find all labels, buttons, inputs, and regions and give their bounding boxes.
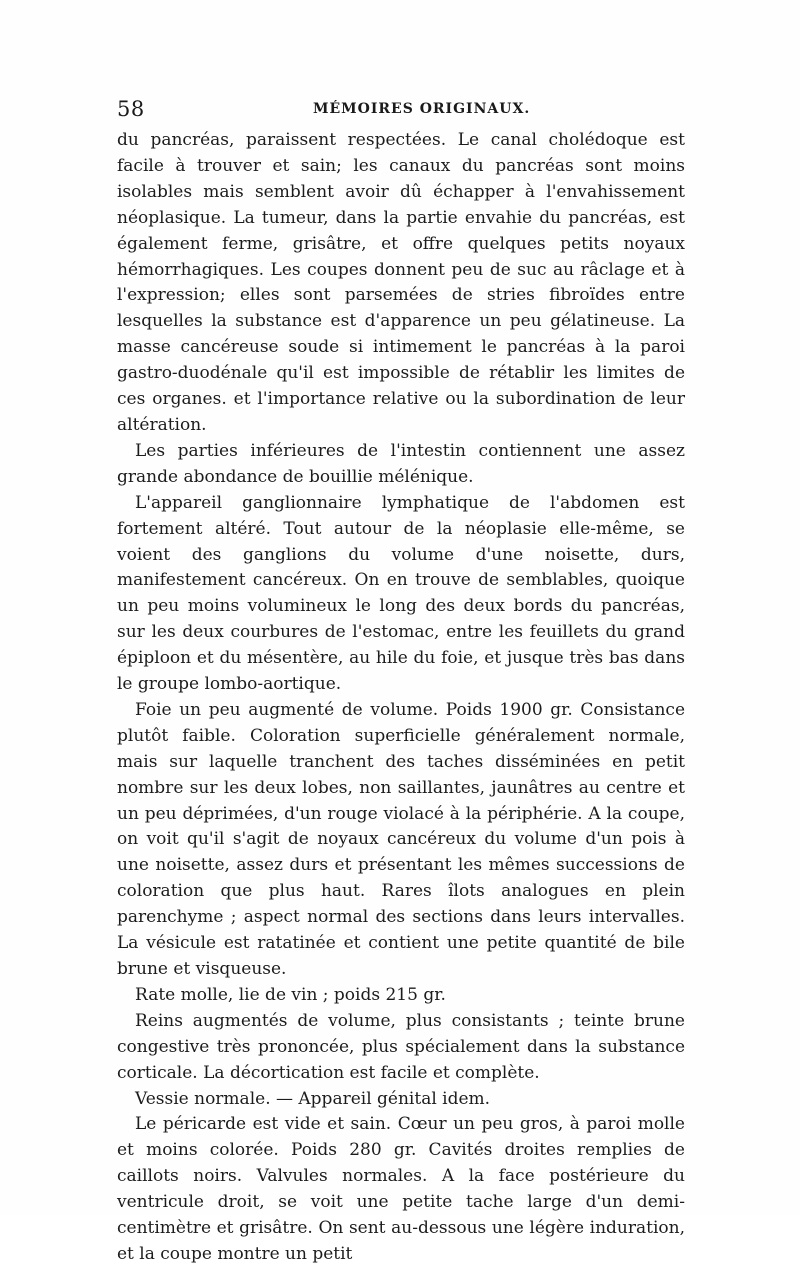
- page-header: [117, 97, 685, 127]
- paragraph-foie: Foie un peu augmenté de volume. Poids 1900 gr. Consistance plutôt faible. Coloration superficielle généralement normale, mais sur laquelle tranchent des taches disséminées en petit nombre sur les deux lobes, non saillantes, jaunâtres au centre et un peu déprimées, d'un rouge violacé à la périphérie. A la coupe, on voit qu'il s'agit de noyaux cancéreux du volume d'un pois à une noisette, assez durs et présentant les mêmes successions de coloration que plus haut. Rares îlots analogues en plein parenchyme ; aspect normal des sections dans leurs intervalles. La vésicule est ratatinée et contient une petite quantité de bile brune et visqueuse.: [117, 699, 685, 979]
- paragraph-pericarde: Le péricarde est vide et sain. Cœur un peu gros, à paroi molle et moins colorée. Poids 280 gr. Cavités droites remplies de caillots noirs. Valvules normales. A la face postérieure du ventricule droit, se voit une petite tache large d'un demi-centimètre et grisâtre. On sent au-dessous une légère induration, et la coupe montre un petit: [117, 1114, 685, 1264]
- paragraph-intestin: Les parties inférieures de l'intestin contiennent une assez grande abondance de bouillie mélénique.: [117, 440, 685, 487]
- paragraph-pancreas: du pancréas, paraissent respectées. Le canal cholédoque est facile à trouver et sain; les canaux du pancréas sont moins isolables mais semblent avoir dû échapper à l'envahissement néoplasique. La tumeur, dans la partie envahie du pancréas, est également ferme, grisâtre, et offre quelques petits noyaux hémorrhagiques. Les coupes donnent peu de suc au râclage et à l'expression; elles sont parsemées de stries fibroïdes entre lesquelles la substance est d'apparence un peu gélatineuse. La masse cancéreuse soude si intimement le pancréas à la paroi gastro-duodénale qu'il est impossible de rétablir les limites de ces organes. et l'importance relative ou la subordination de leur altération.: [117, 130, 685, 435]
- page-number: 58: [117, 97, 145, 121]
- paragraph-vessie: Vessie normale. — Appareil génital idem.: [135, 1088, 491, 1109]
- body-text: [117, 128, 685, 1268]
- running-head: MÉMOIRES ORIGINAUX.: [313, 101, 531, 117]
- paragraph-rate: Rate molle, lie de vin ; poids 215 gr.: [135, 984, 446, 1005]
- paragraph-ganglions: L'appareil ganglionnaire lymphatique de l'abdomen est fortement altéré. Tout autour de la néoplasie elle-même, se voient des ganglions du volume d'une noisette, durs, manifestement cancéreux. On en trouve de semblables, quoique un peu moins volumineux le long des deux bords du pancréas, sur les deux courbures de l'estomac, entre les feuillets du grand épiploon et du mésentère, au hile du foie, et jusque très bas dans le groupe lombo-aortique.: [117, 492, 685, 695]
- paragraph-reins: Reins augmentés de volume, plus consistants ; teinte brune congestive très prononcée, plus spécialement dans la substance corticale. La décortication est facile et complète.: [117, 1010, 685, 1083]
